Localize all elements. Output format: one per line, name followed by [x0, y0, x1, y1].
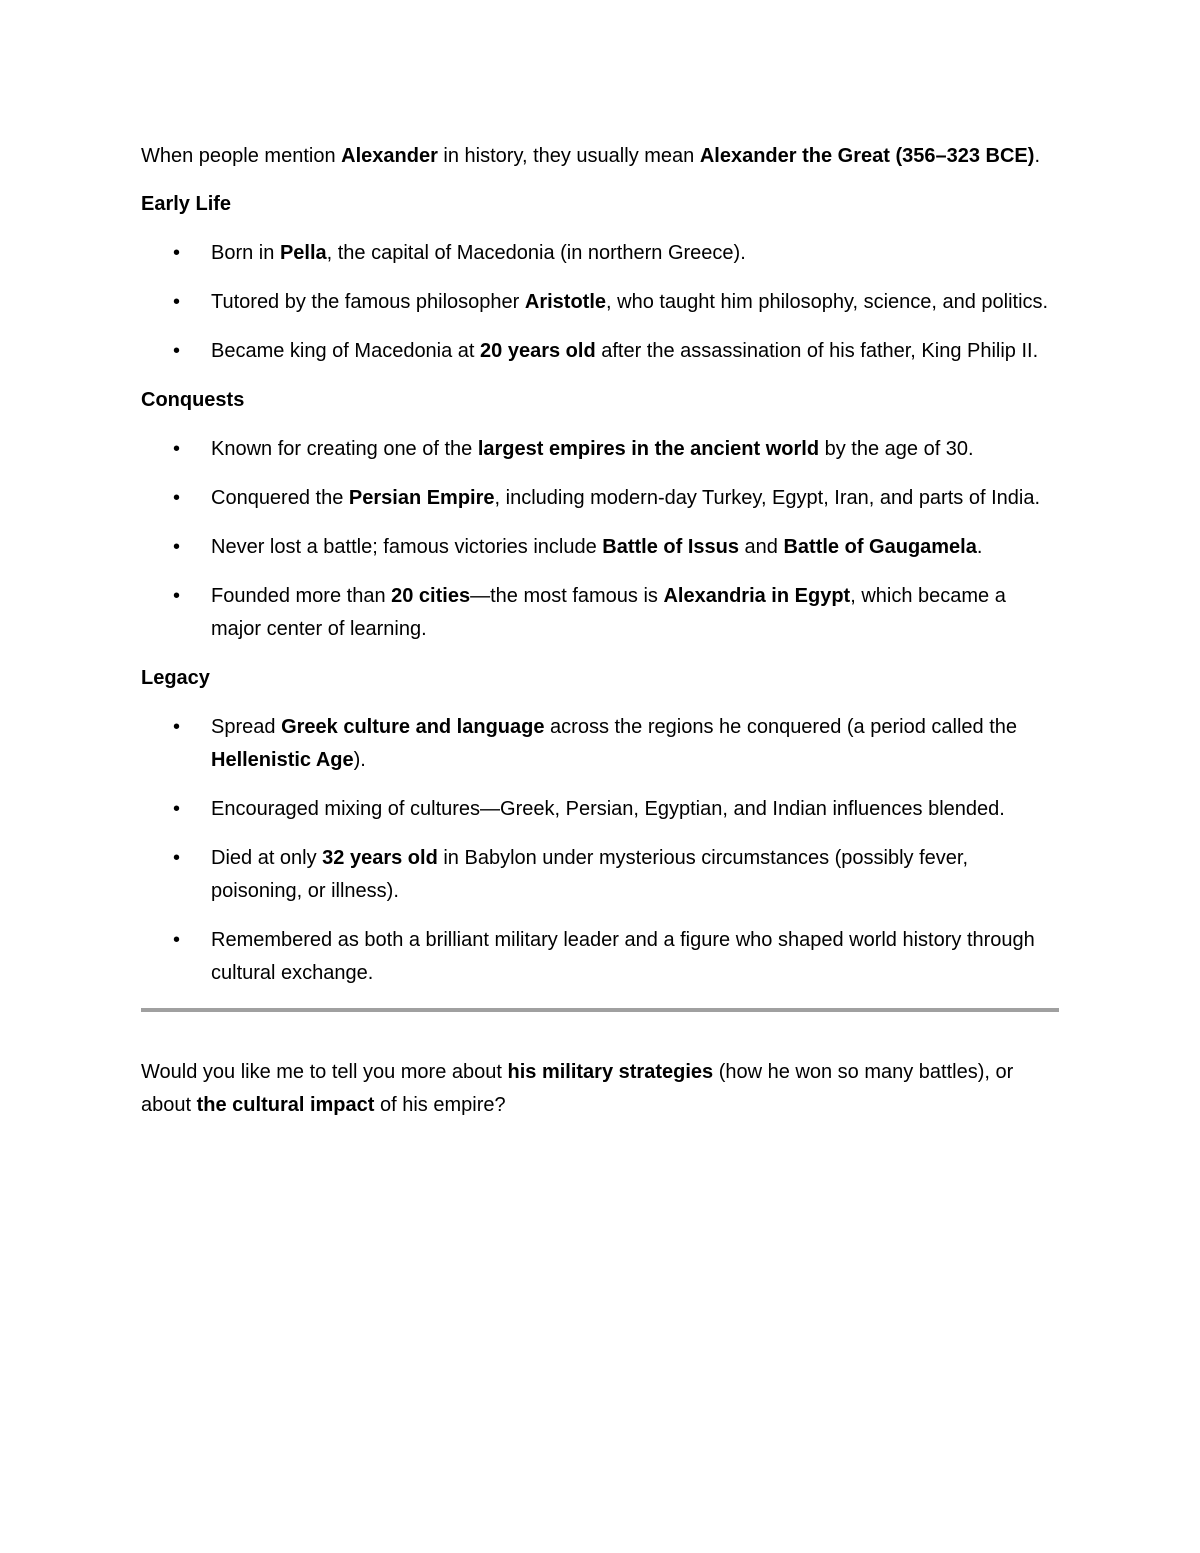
item-bold-text: 20 years old — [480, 340, 596, 362]
item-bold-text: Persian Empire — [348, 487, 495, 509]
list-item — [141, 531, 1059, 564]
item-bold-text: Hellenistic Age — [211, 749, 354, 771]
item-text: —the most famous is — [470, 585, 664, 607]
bullet-icon: • — [173, 798, 181, 820]
item-text: across the regions he conquered (a period called the — [544, 716, 1018, 738]
item-bold-text: 32 years old — [322, 847, 438, 869]
bullet-icon: • — [173, 847, 181, 869]
bullet-icon: • — [173, 716, 181, 738]
closing-text: (how he won so many battles), or about — [141, 1061, 1014, 1116]
item-text: by the age of 30. — [819, 438, 974, 460]
item-text: Conquered the — [211, 487, 349, 509]
item-text: Died at only — [211, 847, 323, 869]
list-item — [141, 433, 1059, 466]
item-text: Remembered as both a brilliant military leader and a figure who shaped world history through cultural exchange. — [211, 929, 1035, 984]
item-text: , which became a major center of learning. — [211, 585, 1006, 640]
bullet-icon: • — [173, 536, 181, 558]
list-item — [141, 793, 1059, 826]
closing-text: of his empire? — [374, 1094, 506, 1116]
item-text: Never lost a battle; famous victories include — [211, 536, 603, 558]
section-heading-legacy: Legacy — [141, 667, 210, 689]
item-bold-text: Greek culture and language — [281, 716, 545, 738]
closing-bold-text: the cultural impact — [196, 1094, 375, 1116]
item-bold-text: Pella — [279, 242, 327, 264]
document-page — [141, 140, 1059, 1122]
item-text: Founded more than — [211, 585, 392, 607]
early-life-list — [141, 237, 1059, 368]
section-heading-early-life: Early Life — [141, 193, 232, 215]
conquests-list — [141, 433, 1059, 646]
legacy-list — [141, 711, 1059, 990]
item-bold-text: Alexandria in Egypt — [663, 585, 851, 607]
item-text: ). — [353, 749, 366, 771]
list-item — [141, 924, 1059, 990]
list-item — [141, 842, 1059, 908]
item-text: Tutored by the famous philosopher — [211, 291, 525, 313]
intro-bold-alexander: Alexander — [341, 145, 438, 167]
bullet-icon: • — [173, 438, 181, 460]
closing-bold-text: his military strategies — [507, 1061, 714, 1083]
item-bold-text: Aristotle — [524, 291, 607, 313]
list-item — [141, 335, 1059, 368]
item-text: Encouraged mixing of cultures—Greek, Persian, Egyptian, and Indian influences blended. — [211, 798, 1005, 820]
list-item — [141, 482, 1059, 515]
horizontal-divider — [141, 1008, 1059, 1012]
item-text: Became king of Macedonia at — [211, 340, 481, 362]
item-text: Known for creating one of the — [211, 438, 478, 460]
list-item — [141, 711, 1059, 777]
closing-paragraph — [141, 1056, 1059, 1122]
bullet-icon: • — [173, 585, 181, 607]
list-item — [141, 580, 1059, 646]
item-text: and — [739, 536, 784, 558]
section-heading-conquests: Conquests — [141, 389, 245, 411]
item-bold-text: 20 cities — [391, 585, 471, 607]
item-text: , the capital of Macedonia (in northern Greece). — [326, 242, 746, 264]
intro-text: . — [1034, 145, 1040, 167]
list-item — [141, 286, 1059, 319]
item-text: Born in — [211, 242, 280, 264]
intro-paragraph — [141, 140, 1059, 173]
bullet-icon: • — [173, 291, 181, 313]
intro-bold-alexander-the-great: Alexander the Great (356–323 BCE) — [699, 145, 1035, 167]
item-text: , who taught him philosophy, science, and politics. — [606, 291, 1049, 313]
intro-text: When people mention — [141, 145, 342, 167]
bullet-icon: • — [173, 340, 181, 362]
list-item — [141, 237, 1059, 270]
bullet-icon: • — [173, 242, 181, 264]
closing-text: Would you like me to tell you more about — [141, 1061, 508, 1083]
item-text: after the assassination of his father, King Philip II. — [595, 340, 1039, 362]
bullet-icon: • — [173, 487, 181, 509]
item-bold-text: largest empires in the ancient world — [477, 438, 820, 460]
intro-text: in history, they usually mean — [437, 145, 700, 167]
item-text: Spread — [211, 716, 282, 738]
item-text: in Babylon under mysterious circumstances (possibly fever, poisoning, or illness). — [211, 847, 969, 902]
item-text: , including modern-day Turkey, Egypt, Iran, and parts of India. — [494, 487, 1040, 509]
item-bold-text: Battle of Gaugamela — [783, 536, 977, 558]
item-text: . — [976, 536, 983, 558]
item-bold-text: Battle of Issus — [602, 536, 739, 558]
bullet-icon: • — [173, 929, 181, 951]
